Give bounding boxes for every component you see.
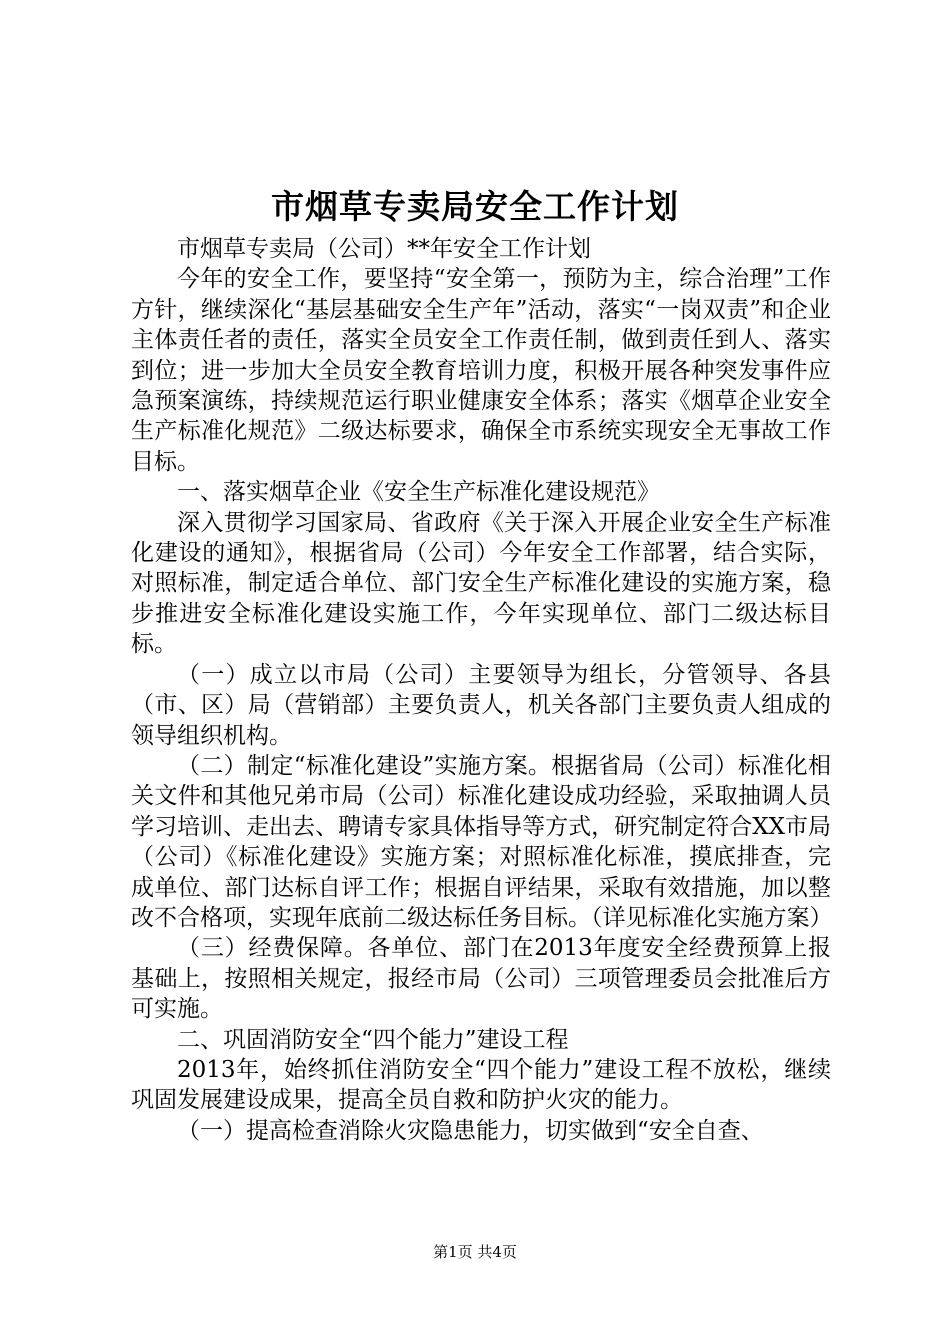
paragraph-item-2-1: （一）提高检查消除火灾隐患能力，切实做到“安全自查、 xyxy=(177,1117,764,1144)
document-title: 市烟草专卖局安全工作计划 xyxy=(271,187,679,226)
paragraph-section-1: 深入贯彻学习国家局、省政府《关于深入开展企业安全生产标准化建设的通知》，根据省局（公司）今年安全工作部署，结合实际，对照标准，制定适合单位、部门安全生产标准化建设的实施方案，稳步推进安全标准化建设实施工作，今年实现单位、部门二级达标目标。 xyxy=(131,509,831,658)
paragraph-item-1-3: （三）经费保障。各单位、部门在2013年度安全经费预算上报基础上，按照相关规定，报经市局（公司）三项管理委员会批准后方可实施。 xyxy=(131,935,831,1023)
page-number-footer: 第1页 共4页 xyxy=(433,1243,517,1261)
paragraph-section-2: 2013年，始终抓住消防安全“四个能力”建设工程不放松，继续巩固发展建设成果，提高全员自救和防护火灾的能力。 xyxy=(131,1056,831,1114)
document-body xyxy=(131,234,831,1146)
paragraph-intro: 今年的安全工作，要坚持“安全第一，预防为主，综合治理”工作方针，继续深化“基层基础安全生产年”活动，落实“一岗双责”和企业主体责任者的责任，落实全员安全工作责任制，做到责任到人、落实到位；进一步加大全员安全教育培训力度，积极开展各种突发事件应急预案演练，持续规范运行职业健康安全体系；落实《烟草企业安全生产标准化规范》二级达标要求，确保全市系统实现安全无事故工作目标。 xyxy=(131,266,831,475)
section-heading-1: 一、落实烟草企业《安全生产标准化建设规范》 xyxy=(177,479,660,506)
paragraph-item-1-2: （二）制定“标准化建设”实施方案。根据省局（公司）标准化相关文件和其他兄弟市局（公司）标准化建设成功经验，采取抽调人员学习培训、走出去、聘请专家具体指导等方式，研究制定符合XX市局（公司）《标准化建设》实施方案；对照标准化标准，摸底排查，完成单位、部门达标自评工作；根据自评结果，采取有效措施，加以整改不合格项，实现年底前二级达标任务目标。（详见标准化实施方案） xyxy=(131,752,833,931)
section-heading-2: 二、巩固消防安全“四个能力”建设工程 xyxy=(177,1026,569,1053)
paragraph-subtitle: 市烟草专卖局（公司）**年安全工作计划 xyxy=(177,236,591,262)
paragraph-item-1-1: （一）成立以市局（公司）主要领导为组长，分管领导、各县（市、区）局（营销部）主要负责人，机关各部门主要负责人组成的领导组织机构。 xyxy=(131,661,831,749)
